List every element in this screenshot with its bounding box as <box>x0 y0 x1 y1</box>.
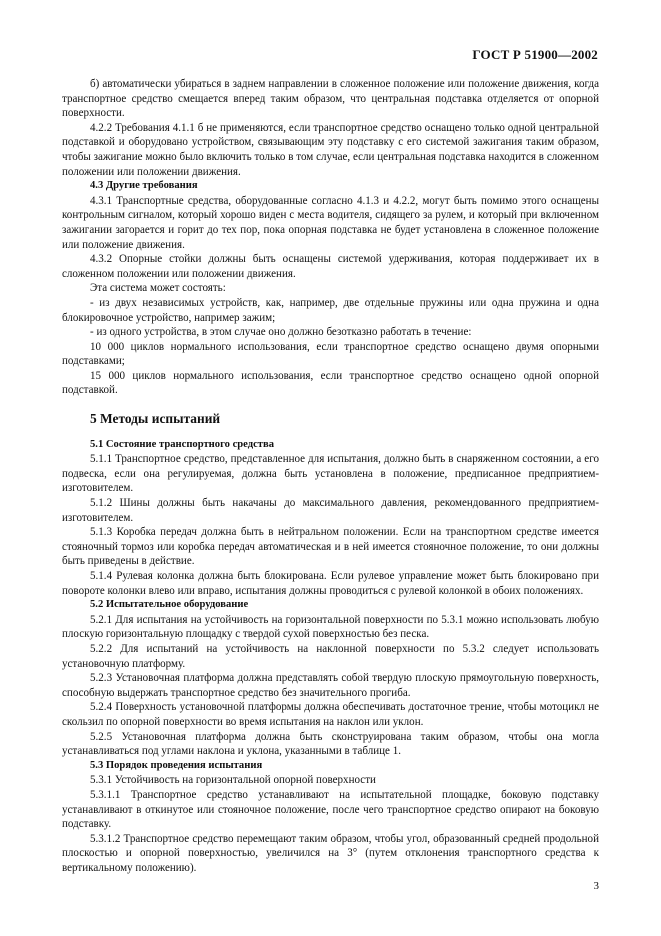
paragraph: 5.2.1 Для испытания на устойчивость на горизонтальной поверхности по 5.3.1 можно использовать любую плоскую горизонтальную площадку с твердой сухой поверхностью без песка. <box>62 613 599 641</box>
subsection-heading: 5.2 Испытательное оборудование <box>90 599 249 611</box>
paragraph: Эта система может состоять: <box>90 282 226 295</box>
subsection-heading: 5.1 Состояние транспортного средства <box>90 438 275 450</box>
paragraph: 4.3.1 Транспортные средства, оборудованные согласно 4.1.3 и 4.2.2, могут быть помимо этого оснащены контрольным сигналом, который хорошо виден с места водителя, сидящего за рулем, и который при включенном зажигании загорается и горит до тех пор, пока опорная подставка не будет установлена в сложенное положение или положение движения. <box>62 194 599 251</box>
paragraph: 4.2.2 Требования 4.1.1 б не применяются, если транспортное средство оснащено только одной центральной подставкой и оборудовано устройством, связывающим эту подставку с его системой зажигания таким образом, чтобы зажигание можно было включить только в том случае, если центральная подставка находится в сложенном положении или положении движения. <box>62 121 599 178</box>
paragraph: 5.3.1.1 Транспортное средство устанавливают на испытательной площадке, боковую подставку устанавливают в откинутое или стояночное положение, после чего транспортное средство опирают на боковую подставку. <box>62 788 599 831</box>
subsection-heading: 5.3 Порядок проведения испытания <box>90 759 263 771</box>
paragraph: б) автоматически убираться в заднем направлении в сложенное положение или положение движения, когда транспортное средство смещается вперед таким образом, что центральная подставка отделяется от опорной поверхности. <box>62 78 599 120</box>
document-header-id: ГОСТ Р 51900—2002 <box>472 47 598 62</box>
document-body <box>62 77 599 875</box>
paragraph: 5.2.5 Установочная платформа должна быть сконструирована таким образом, чтобы она могла устанавливаться под углами наклона и уклона, указанными в таблице 1. <box>62 730 599 758</box>
list-item: - из двух независимых устройств, как, например, две отдельные пружины или одна пружина и одна блокировочное устройство, например зажим; <box>62 296 599 324</box>
paragraph: 5.2.2 Для испытаний на устойчивость на наклонной поверхности по 5.3.2 следует использовать установочную платформу. <box>62 642 599 670</box>
paragraph: 5.1.2 Шины должны быть накачаны до максимального давления, рекомендованного предприятием-изготовителем. <box>62 497 599 524</box>
paragraph: 5.2.4 Поверхность установочной платформы должна обеспечивать достаточное трение, чтобы мотоцикл не скользил по опорной поверхности во время испытания на наклон или уклон. <box>62 701 599 728</box>
section-heading: 5 Методы испытаний <box>90 411 221 427</box>
paragraph: 15 000 циклов нормального использования, если транспортное средство оснащено одной опорной подставкой. <box>62 369 599 397</box>
paragraph: 5.1.3 Коробка передач должна быть в нейтральном положении. Если на транспортном средстве имеется стояночный тормоз или коробка передач автоматическая и в ней имеется стояночное положение, то они должны быть приведены в действие. <box>62 526 599 568</box>
paragraph: 4.3.2 Опорные стойки должны быть оснащены системой удерживания, которая поддерживает их в сложенном положении или положении движения. <box>62 253 599 280</box>
paragraph: 5.1.4 Рулевая колонка должна быть блокирована. Если рулевое управление может быть блокировано при повороте колонки влево или вправо, испытания должны проводиться с рулевой колонкой в обоих положениях. <box>62 570 599 597</box>
paragraph: 5.2.3 Установочная платформа должна представлять собой твердую плоскую прямоугольную поверхность, способную выдержать транспортное средство без значительного прогиба. <box>62 672 599 699</box>
paragraph: 5.1.1 Транспортное средство, представленное для испытания, должно быть в снаряженном состоянии, а его подвеска, если она регулируемая, должна быть установлена в положение, предписанное предприятием-изготовителем. <box>62 453 599 495</box>
list-item: - из одного устройства, в этом случае оно должно безотказно работать в течение: <box>90 326 472 339</box>
paragraph: 5.3.1 Устойчивость на горизонтальной опорной поверхности <box>90 774 376 787</box>
subsection-heading: 4.3 Другие требования <box>90 180 198 192</box>
paragraph: 10 000 циклов нормального использования, если транспортное средство оснащено двумя опорными подставками; <box>62 340 599 368</box>
paragraph: 5.3.1.2 Транспортное средство перемещают таким образом, чтобы угол, образованный средней продольной плоскостью и опорной поверхностью, увеличился на 3° (путем отклонения транспортного средства к вертикальному положению). <box>62 832 599 874</box>
page-number: 3 <box>593 880 599 892</box>
